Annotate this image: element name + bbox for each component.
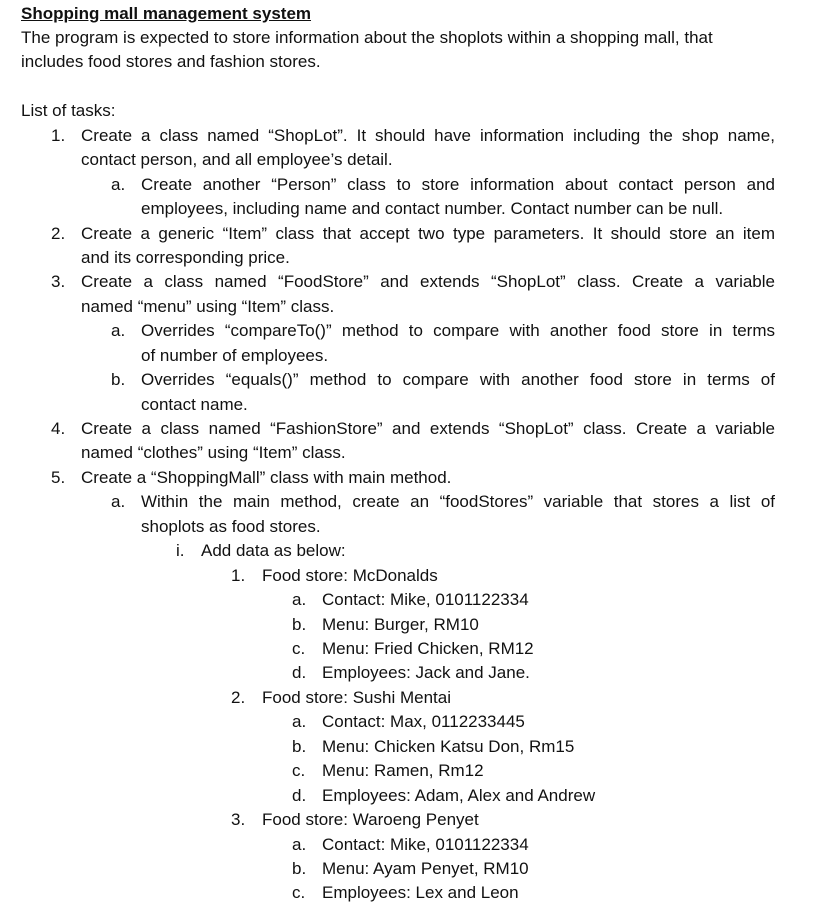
store-detail: Menu: Ayam Penyet, RM10 — [322, 859, 529, 878]
list-marker: b. — [292, 859, 307, 878]
list-marker: i. — [176, 541, 185, 560]
list-marker: c. — [292, 761, 306, 780]
food-store-name: Food store: McDonalds — [262, 566, 438, 585]
intro-line: includes food stores and fashion stores. — [21, 52, 321, 71]
store-detail: Employees: Adam, Alex and Andrew — [322, 786, 596, 805]
list-marker: c. — [292, 883, 306, 902]
task-1a-line: employees, including name and contact number. Contact number can be null. — [141, 199, 724, 218]
store-detail: Contact: Max, 0112233445 — [322, 712, 525, 731]
store-detail: Menu: Fried Chicken, RM12 — [322, 639, 534, 658]
list-marker: 3. — [231, 810, 246, 829]
list-marker: 2. — [51, 224, 66, 243]
list-marker: a. — [111, 321, 126, 340]
list-marker: a. — [292, 590, 307, 609]
task-5a-line: Within the main method, create an “foodStores” variable that stores a list of — [141, 492, 775, 511]
task-5-line: Create a “ShoppingMall” class with main method. — [81, 468, 452, 487]
task-2-line: and its corresponding price. — [81, 248, 290, 267]
list-marker: b. — [111, 370, 126, 389]
list-marker: 1. — [231, 566, 246, 585]
list-marker: 3. — [51, 272, 66, 291]
list-marker: b. — [292, 737, 307, 756]
task-3a-line: of number of employees. — [141, 346, 329, 365]
list-marker: a. — [292, 835, 307, 854]
list-marker: 4. — [51, 419, 66, 438]
list-marker: a. — [111, 492, 126, 511]
task-3b-line: contact name. — [141, 395, 248, 414]
store-detail: Contact: Mike, 0101122334 — [322, 590, 529, 609]
task-4-line: Create a class named “FashionStore” and extends “ShopLot” class. Create a variable — [81, 419, 775, 438]
store-detail: Menu: Burger, RM10 — [322, 615, 479, 634]
task-5a-line: shoplots as food stores. — [141, 517, 321, 536]
store-detail: Contact: Mike, 0101122334 — [322, 835, 529, 854]
store-detail: Menu: Chicken Katsu Don, Rm15 — [322, 737, 575, 756]
list-marker: 5. — [51, 468, 66, 487]
list-marker: d. — [292, 786, 307, 805]
food-store-name: Food store: Waroeng Penyet — [262, 810, 479, 829]
store-detail: Employees: Jack and Jane. — [322, 663, 530, 682]
store-detail: Employees: Lex and Leon — [322, 883, 519, 902]
task-1-line: contact person, and all employee’s detail. — [81, 150, 393, 169]
list-marker: 1. — [51, 126, 66, 145]
roman-item-text: Add data as below: — [201, 541, 346, 560]
task-3-line: named “menu” using “Item” class. — [81, 297, 335, 316]
task-2-line: Create a generic “Item” class that accept two type parameters. It should store an item — [81, 224, 775, 243]
list-marker: b. — [292, 615, 307, 634]
list-marker: a. — [292, 712, 307, 731]
page-title: Shopping mall management system — [21, 4, 312, 23]
list-marker: c. — [292, 639, 306, 658]
store-detail: Menu: Ramen, Rm12 — [322, 761, 484, 780]
task-3-line: Create a class named “FoodStore” and extends “ShopLot” class. Create a variable — [81, 272, 775, 291]
task-4-line: named “clothes” using “Item” class. — [81, 443, 346, 462]
list-heading: List of tasks: — [21, 101, 116, 120]
task-1-line: Create a class named “ShopLot”. It should have information including the shop name, — [81, 126, 775, 145]
task-1a-line: Create another “Person” class to store information about contact person and — [141, 175, 775, 194]
list-marker: a. — [111, 175, 126, 194]
task-3a-line: Overrides “compareTo()” method to compare with another food store in terms — [141, 321, 775, 340]
intro-line: The program is expected to store information about the shoplots within a shopping mall, that — [21, 28, 713, 47]
list-marker: d. — [292, 663, 307, 682]
task-3b-line: Overrides “equals()” method to compare with another food store in terms of — [141, 370, 775, 389]
list-marker: 2. — [231, 688, 246, 707]
food-store-name: Food store: Sushi Mentai — [262, 688, 451, 707]
